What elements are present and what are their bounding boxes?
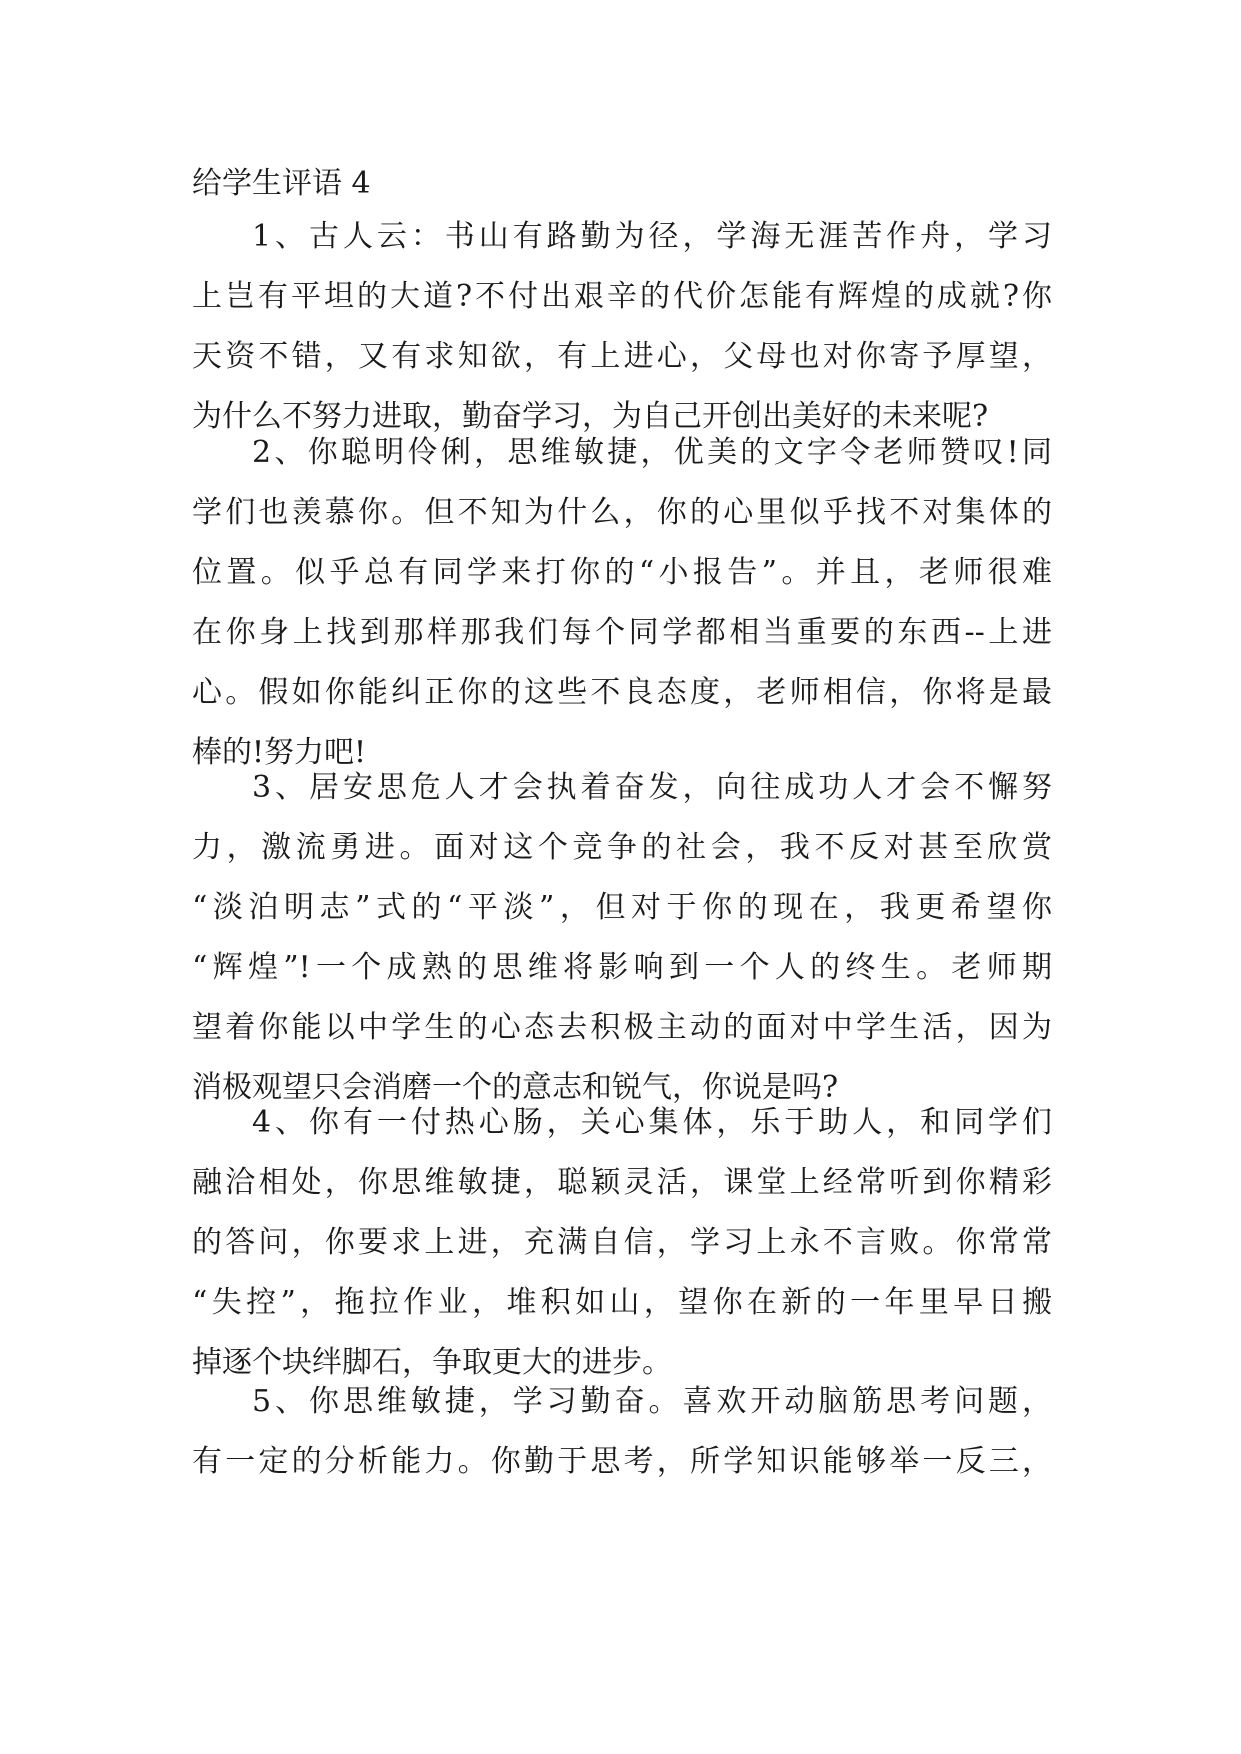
paragraph-5: [192, 1372, 1052, 1492]
text-line: 学们也羡慕你。但不知为什么，你的心里似乎找不对集体的: [192, 495, 1052, 530]
text-line: 天资不错，又有求知欲，有上进心，父母也对你寄予厚望，: [192, 339, 1052, 374]
paragraph-1: [192, 207, 1052, 447]
paragraph-2: [192, 423, 1052, 783]
text-line: 1、古人云：书山有路勤为径，学海无涯苦作舟，学习: [252, 219, 1052, 254]
text-line: “失控”，拖拉作业，堆积如山，望你在新的一年里早日搬: [192, 1285, 1052, 1320]
text-line: 上岂有平坦的大道?不付出艰辛的代价怎能有辉煌的成就?你: [192, 279, 1052, 314]
text-line: 融洽相处，你思维敏捷，聪颖灵活，课堂上经常听到你精彩: [192, 1165, 1052, 1200]
text-line: 2、你聪明伶俐，思维敏捷，优美的文字令老师赞叹!同: [252, 435, 1052, 470]
text-line: 的答问，你要求上进，充满自信，学习上永不言败。你常常: [192, 1225, 1052, 1260]
text-line: 5、你思维敏捷，学习勤奋。喜欢开动脑筋思考问题，: [252, 1384, 1052, 1419]
document-title: 给学生评语 4: [192, 166, 371, 201]
text-line: 4、你有一付热心肠，关心集体，乐于助人，和同学们: [252, 1105, 1052, 1140]
text-line: 心。假如你能纠正你的这些不良态度，老师相信，你将是最: [192, 675, 1052, 710]
text-line: “辉煌”!一个成熟的思维将影响到一个人的终生。老师期: [192, 950, 1052, 985]
text-line: 棒的!努力吧!: [192, 735, 367, 770]
text-line: 力，激流勇进。面对这个竞争的社会，我不反对甚至欣赏: [192, 830, 1052, 865]
text-line: “淡泊明志”式的“平淡”，但对于你的现在，我更希望你: [192, 890, 1052, 925]
text-line: 掉逐个块绊脚石，争取更大的进步。: [192, 1345, 672, 1380]
text-line: 在你身上找到那样那我们每个同学都相当重要的东西--上进: [192, 615, 1052, 650]
text-line: 为什么不努力进取，勤奋学习，为自己开创出美好的未来呢?: [192, 399, 989, 434]
text-line: 有一定的分析能力。你勤于思考，所学知识能够举一反三，: [192, 1444, 1052, 1479]
text-line: 望着你能以中学生的心态去积极主动的面对中学生活，因为: [192, 1010, 1052, 1045]
text-line: 消极观望只会消磨一个的意志和锐气，你说是吗?: [192, 1070, 839, 1105]
text-line: 3、居安思危人才会执着奋发，向往成功人才会不懈努: [252, 770, 1052, 805]
paragraph-3: [192, 758, 1052, 1118]
text-line: 位置。似乎总有同学来打你的“小报告”。并且，老师很难: [192, 555, 1052, 590]
paragraph-4: [192, 1093, 1052, 1393]
